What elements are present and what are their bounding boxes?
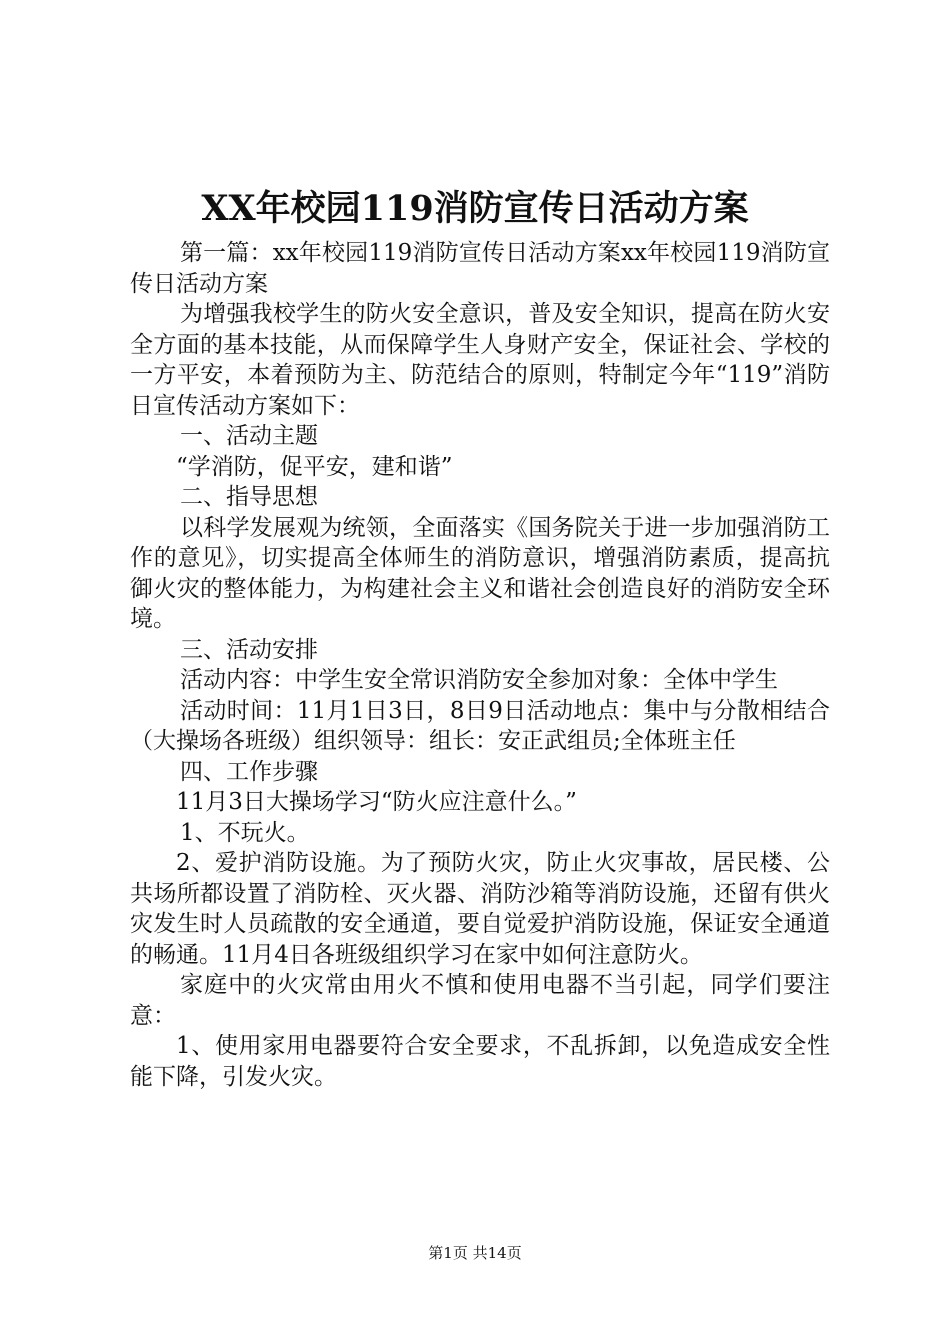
document-body (130, 238, 830, 1092)
heading-activity-theme: 一、活动主题 (180, 423, 318, 449)
document-title: XX年校园119消防宣传日活动方案 (201, 188, 749, 229)
paragraph-theme-slogan: “学消防，促平安，建和谐” (176, 453, 453, 480)
list-item-no-playing-fire: 1、不玩火。 (180, 819, 310, 846)
heading-work-steps: 四、工作步骤 (180, 758, 318, 785)
paragraph-intro: 第一篇：xx年校园119消防宣传日活动方案xx年校园119消防宣传日活动方案 (130, 240, 830, 297)
paragraph-guiding-ideology: 以科学发展观为统领，全面落实《国务院关于进一步加强消防工作的意见》，切实提高全体师生的消防意识，增强消防素质，提高抗御火灾的整体能力，为构建社会主义和谐社会创造良好的消防安全环境。 (130, 514, 830, 632)
paragraph-nov3-study: 11月3日大操场学习“防火应注意什么。” (176, 789, 577, 815)
page-number-footer: 第1页 共14页 (428, 1244, 522, 1262)
heading-guiding-ideology: 二、指导思想 (180, 484, 318, 510)
list-item-appliance-safety: 1、使用家用电器要符合安全要求，不乱拆卸，以免造成安全性能下降，引发火灾。 (130, 1033, 830, 1090)
heading-activity-arrangement: 三、活动安排 (180, 636, 318, 663)
paragraph-home-fire: 家庭中的火灾常由用火不慎和使用电器不当引起，同学们要注意： (130, 972, 830, 1029)
paragraph-purpose: 为增强我校学生的防火安全意识，普及安全知识，提高在防火安全方面的基本技能，从而保障学生人身财产安全，保证社会、学校的一方平安，本着预防为主、防范结合的原则，特制定今年“119”消防日宣传活动方案如下： (130, 301, 830, 419)
paragraph-activity-content: 活动内容：中学生安全常识消防安全参加对象：全体中学生 (180, 667, 778, 693)
paragraph-activity-time: 活动时间：11月1日3日，8日9日活动地点：集中与分散相结合（大操场各班级）组织领导：组长：安正武组员;全体班主任 (130, 697, 830, 754)
list-item-protect-facilities: 2、爱护消防设施。为了预防火灾，防止火灾事故，居民楼、公共场所都设置了消防栓、灭火器、消防沙箱等消防设施，还留有供火灾发生时人员疏散的安全通道，要自觉爱护消防设施，保证安全通道的畅通。11月4日各班级组织学习在家中如何注意防火。 (130, 850, 830, 968)
